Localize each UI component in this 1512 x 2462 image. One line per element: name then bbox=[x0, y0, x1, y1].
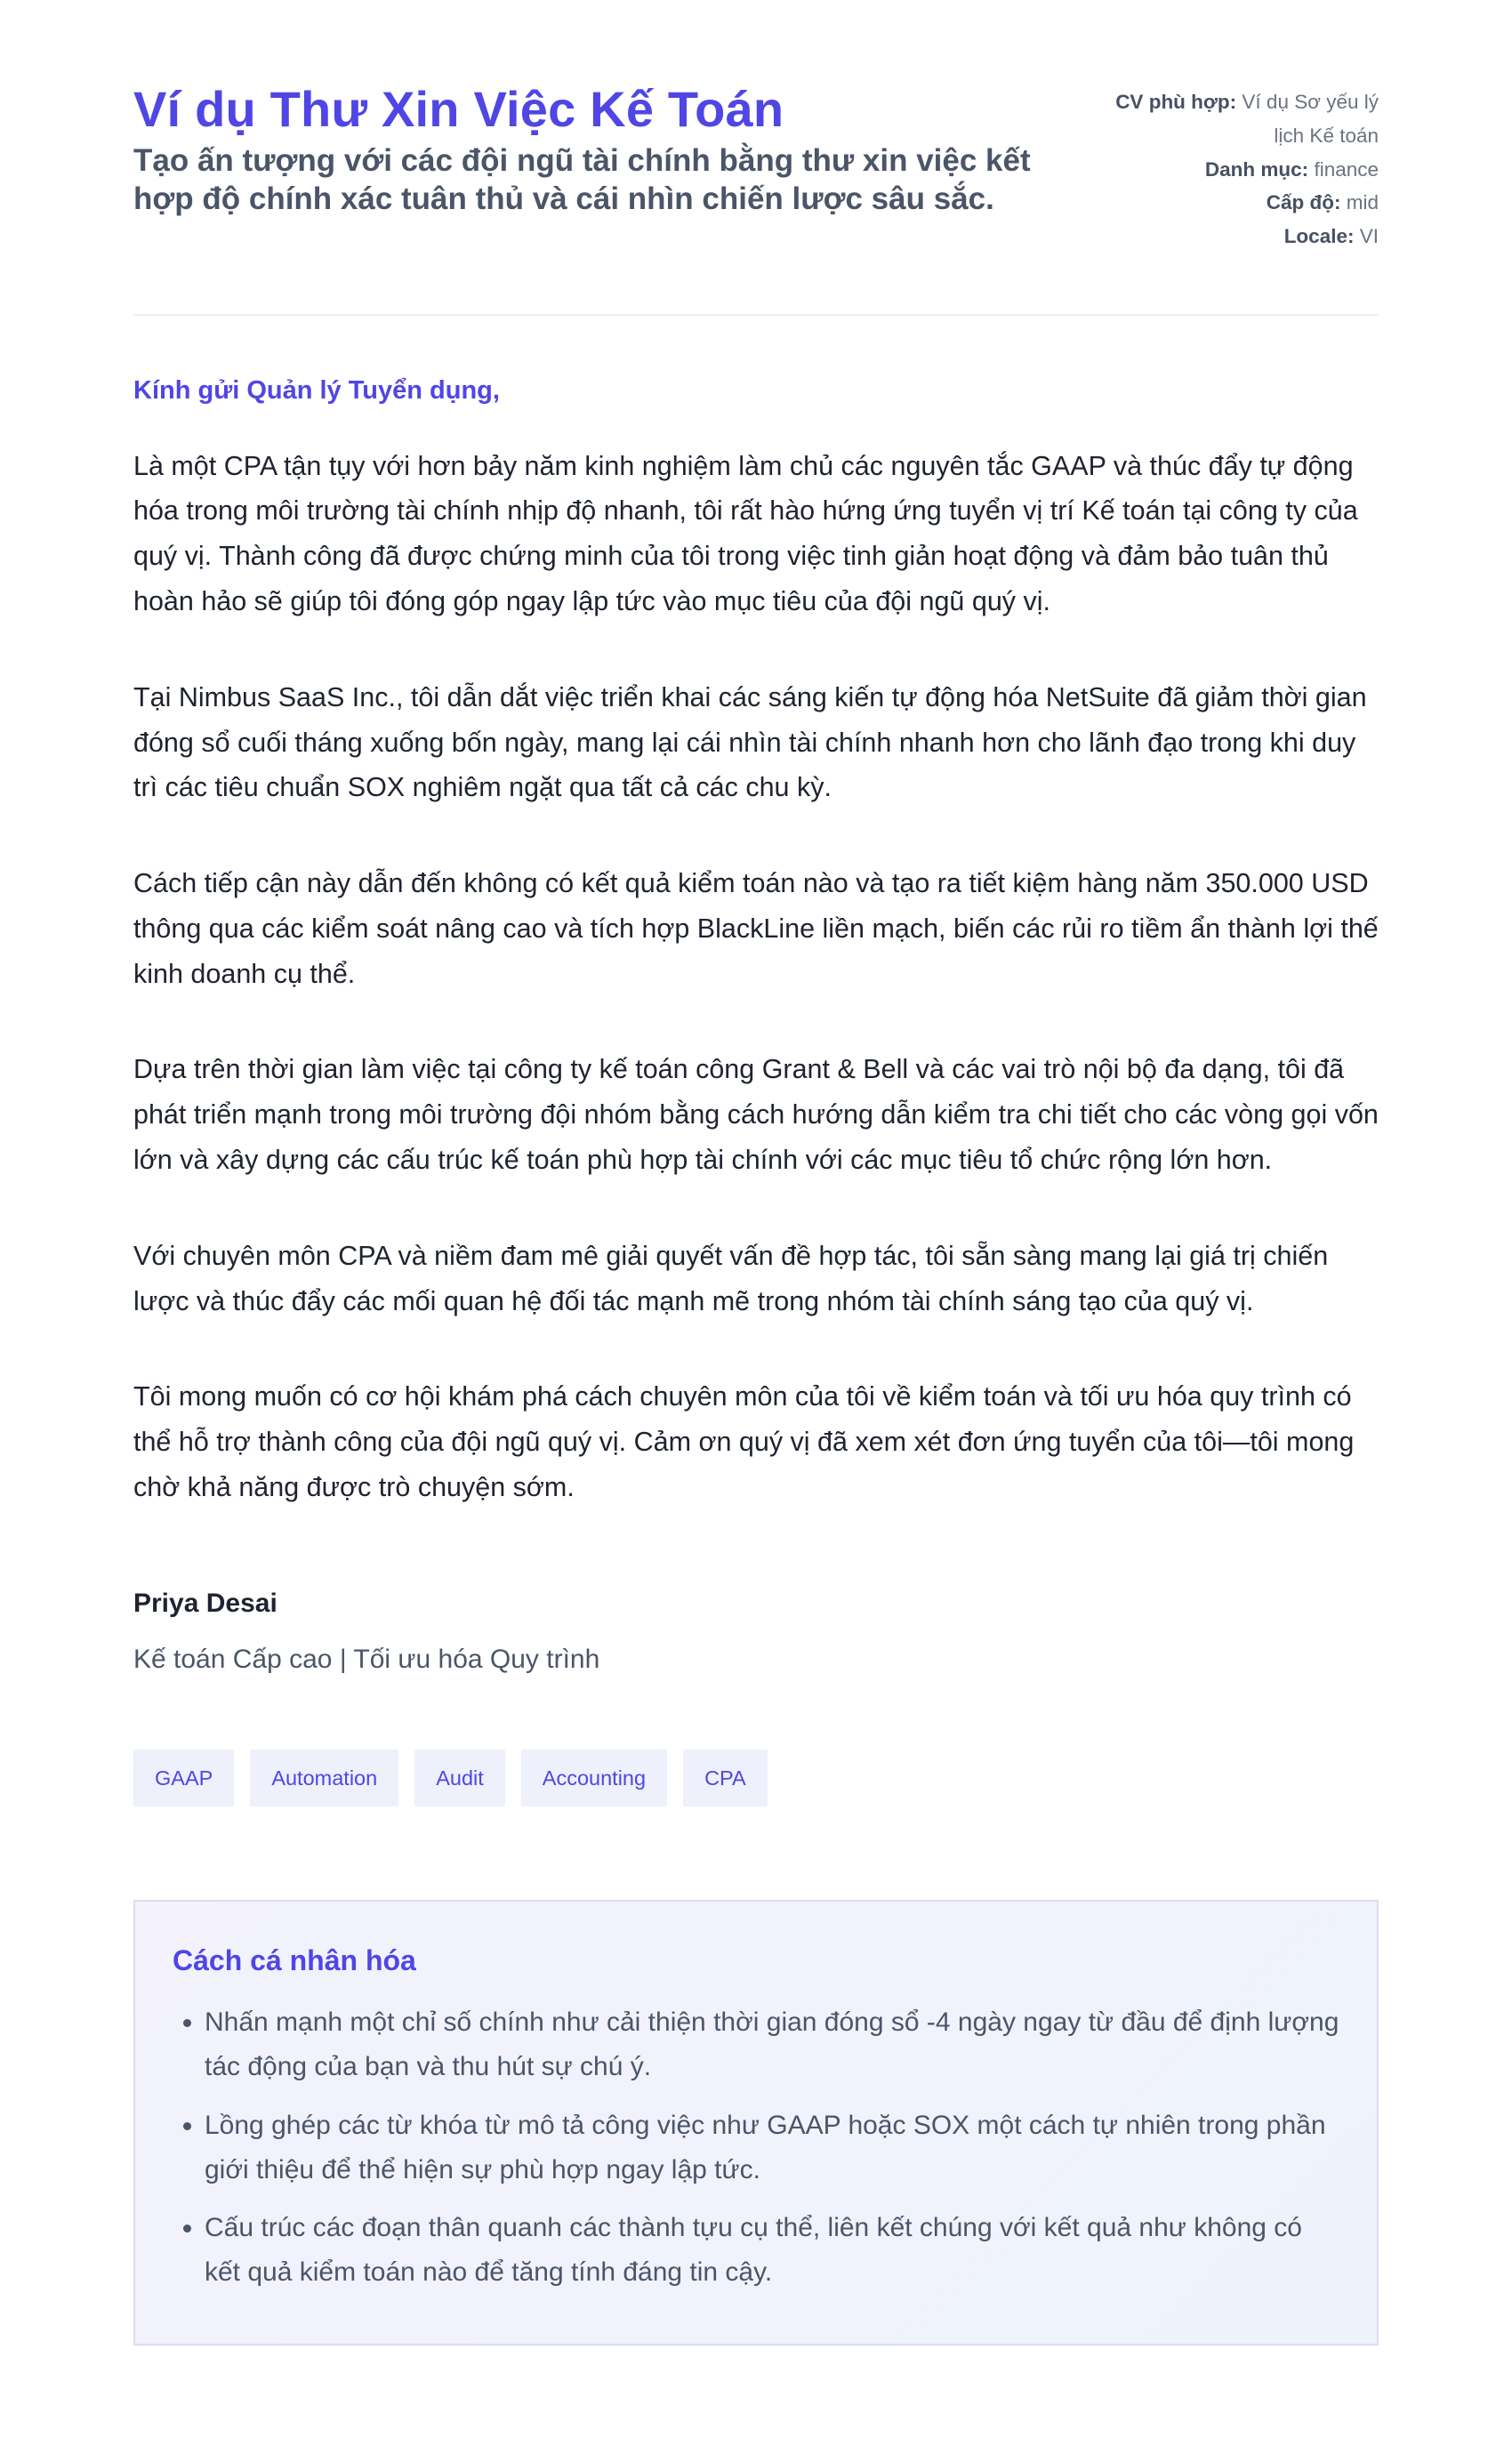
document-header bbox=[133, 80, 1379, 316]
tip-item: • Cấu trúc các đoạn thân quanh các thành tựu cụ thể, liên kết chúng với kết quả như không có kết quả kiểm toán nào để tăng tính đáng tin cậy. bbox=[205, 2206, 1339, 2295]
document-meta bbox=[1112, 85, 1379, 253]
meta-level-label: Cấp độ: bbox=[1266, 191, 1341, 214]
letter-paragraph: Tôi mong muốn có cơ hội khám phá cách chuyên môn của tôi về kiểm toán và tối ưu hóa quy trình có thể hỗ trợ thành công của đội ngũ quý vị. Cảm ơn quý vị đã xem xét đơn ứng tuyển của tôi—tôi mong chờ khả năng được trò chuyện sớm. bbox=[133, 1381, 1355, 1502]
tip-item: • Lồng ghép các từ khóa từ mô tả công việc như GAAP hoặc SOX một cách tự nhiên trong phần giới thiệu để thể hiện sự phù hợp ngay lập tức. bbox=[205, 2104, 1339, 2192]
meta-locale-value: VI bbox=[1359, 225, 1379, 248]
meta-level-value: mid bbox=[1346, 191, 1379, 214]
meta-cv bbox=[1112, 85, 1379, 153]
signature-role: Kế toán Cấp cao | Tối ưu hóa Quy trình bbox=[133, 1644, 600, 1674]
letter-paragraph: Với chuyên môn CPA và niềm đam mê giải quyết vấn đề hợp tác, tôi sẵn sàng mang lại giá trị chiến lược và thúc đẩy các mối quan hệ đối tác mạnh mẽ trong nhóm tài chính sáng tạo của quý vị. bbox=[133, 1240, 1329, 1316]
tips-list bbox=[173, 2000, 1339, 2295]
tip-item: • Nhấn mạnh một chỉ số chính như cải thiện thời gian đóng sổ -4 ngày ngay từ đầu để định lượng tác động của bạn và thu hút sự chú ý. bbox=[205, 2000, 1339, 2089]
meta-cv-label: CV phù hợp: bbox=[1115, 91, 1237, 113]
letter-paragraph: Cách tiếp cận này dẫn đến không có kết quả kiểm toán nào và tạo ra tiết kiệm hàng năm 350.000 USD thông qua các kiểm soát nâng cao và tích hợp BlackLine liền mạch, biến các rủi ro tiềm ẩn thành lợi thế kinh doanh cụ thể. bbox=[133, 868, 1379, 989]
meta-cv-value: Ví dụ Sơ yếu lý lịch Kế toán bbox=[1242, 91, 1379, 147]
meta-level bbox=[1112, 186, 1379, 220]
personalization-tips bbox=[133, 1900, 1379, 2345]
tag-accounting[interactable]: Accounting bbox=[521, 1750, 667, 1806]
letter-paragraph: Là một CPA tận tụy với hơn bảy năm kinh nghiệm làm chủ các nguyên tắc GAAP và thúc đẩy tự động hóa trong môi trường tài chính nhịp độ nhanh, tôi rất hào hứng ứng tuyển vị trí Kế toán tại công ty của quý vị. Thành công đã được chứng minh của tôi trong việc tinh giản hoạt động và đảm bảo tuân thủ hoàn hảo sẽ giúp tôi đóng góp ngay lập tức vào mục tiêu của đội ngũ quý vị. bbox=[133, 450, 1358, 617]
tag-gaap[interactable]: GAAP bbox=[133, 1750, 234, 1806]
tag-automation[interactable]: Automation bbox=[250, 1750, 398, 1806]
cover-letter bbox=[133, 316, 1379, 1677]
meta-locale-label: Locale: bbox=[1283, 225, 1355, 248]
letter-paragraph: Tại Nimbus SaaS Inc., tôi dẫn dắt việc triển khai các sáng kiến tự động hóa NetSuite đã giảm thời gian đóng sổ cuối tháng xuống bốn ngày, mang lại cái nhìn tài chính nhanh hơn cho lãnh đạo trong khi duy trì các tiêu chuẩn SOX nghiêm ngặt qua tất cả các chu kỳ. bbox=[133, 681, 1367, 803]
letter-salutation: Kính gửi Quản lý Tuyển dụng, bbox=[133, 375, 500, 405]
tag-list bbox=[133, 1750, 1379, 1806]
header-title-block bbox=[133, 80, 1076, 218]
letter-paragraph: Dựa trên thời gian làm việc tại công ty kế toán công Grant & Bell và các vai trò nội bộ đa dạng, tôi đã phát triển mạnh trong môi trường đội nhóm bằng cách hướng dẫn kiểm tra chi tiết cho các vòng gọi vốn lớn và xây dựng các cấu trúc kế toán phù hợp tài chính với các mục tiêu tổ chức rộng lớn hơn. bbox=[133, 1054, 1379, 1176]
meta-category-label: Danh mục: bbox=[1204, 157, 1309, 181]
signature-name: Priya Desai bbox=[133, 1588, 277, 1618]
document-page bbox=[133, 0, 1379, 2345]
tag-cpa[interactable]: CPA bbox=[683, 1750, 768, 1806]
meta-category-value: finance bbox=[1314, 157, 1379, 181]
meta-category bbox=[1112, 153, 1379, 187]
tag-audit[interactable]: Audit bbox=[414, 1750, 505, 1806]
page-title: Ví dụ Thư Xin Việc Kế Toán bbox=[133, 81, 784, 137]
tips-title: Cách cá nhân hóa bbox=[173, 1943, 416, 1976]
meta-locale bbox=[1112, 220, 1379, 253]
page-subtitle: Tạo ấn tượng với các đội ngũ tài chính bằng thư xin việc kết hợp độ chính xác tuân thủ và cái nhìn chiến lược sâu sắc. bbox=[133, 143, 1031, 216]
